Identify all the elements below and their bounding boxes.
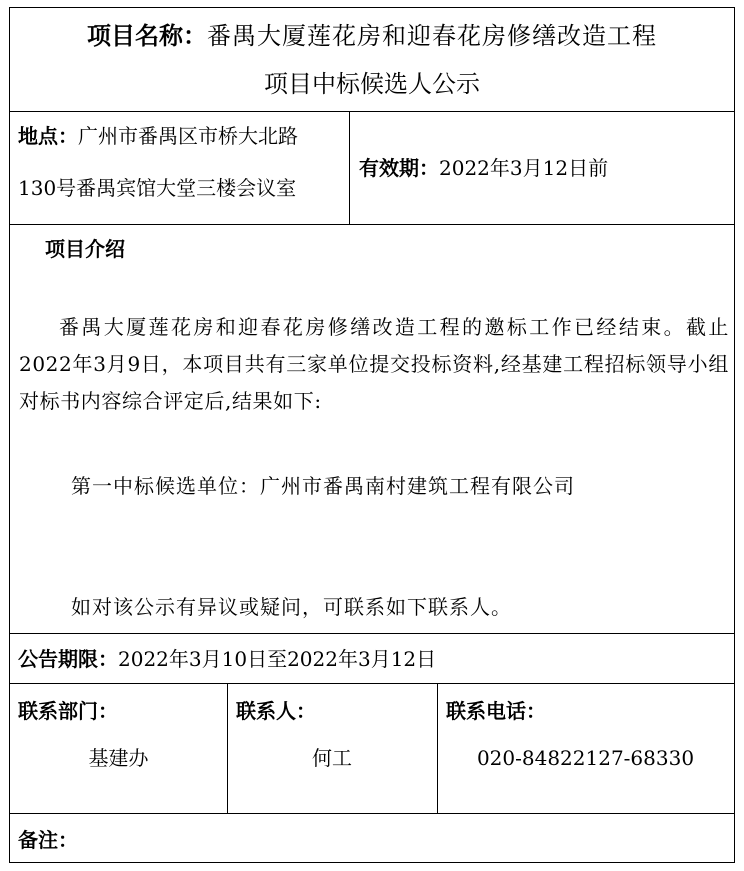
candidate-line: 第一中标候选单位：广州市番禺南村建筑工程有限公司 <box>71 474 575 498</box>
phone-value: 020-84822127-68330 <box>476 746 695 770</box>
location-line1: 广州市番禺区市桥大北路 <box>78 124 298 148</box>
location-line <box>18 124 298 148</box>
notice-table <box>9 7 735 863</box>
validity-value: 2022年3月12日前 <box>439 156 609 180</box>
period-label: 公告期限： <box>18 647 118 671</box>
project-name-label: 项目名称： <box>87 22 207 50</box>
location-label: 地点： <box>18 124 78 148</box>
phone-label: 联系电话： <box>446 699 546 723</box>
remarks-label: 备注： <box>18 828 78 852</box>
contact-note: 如对该公示有异议或疑问，可联系如下联系人。 <box>71 595 512 619</box>
dept-value: 基建办 <box>88 746 149 770</box>
project-name-line <box>10 21 734 51</box>
intro-paragraph: 番禺大厦莲花房和迎春花房修缮改造工程的邀标工作已经结束。截止2022年3月9日，本项目共有三家单位提交投标资料,经基建工程招标领导小组对标书内容综合评定后,结果如下: <box>19 315 729 413</box>
divider <box>10 224 734 225</box>
dept-label: 联系部门： <box>18 699 118 723</box>
person-label: 联系人： <box>236 699 316 723</box>
divider <box>10 813 734 814</box>
project-name-value: 番禺大厦莲花房和迎春花房修缮改造工程 <box>207 22 657 50</box>
divider <box>349 111 350 224</box>
divider <box>10 111 734 112</box>
divider <box>10 633 734 634</box>
period-value: 2022年3月10日至2022年3月12日 <box>118 647 437 671</box>
location-line2: 130号番禺宾馆大堂三楼会议室 <box>18 176 297 200</box>
divider <box>10 683 734 684</box>
notice-title: 项目中标候选人公示 <box>264 70 480 98</box>
person-value: 何工 <box>312 746 352 770</box>
validity-label: 有效期： <box>359 156 439 180</box>
intro-heading: 项目介绍 <box>45 237 125 261</box>
validity-line <box>359 156 608 180</box>
period-line <box>18 647 436 671</box>
